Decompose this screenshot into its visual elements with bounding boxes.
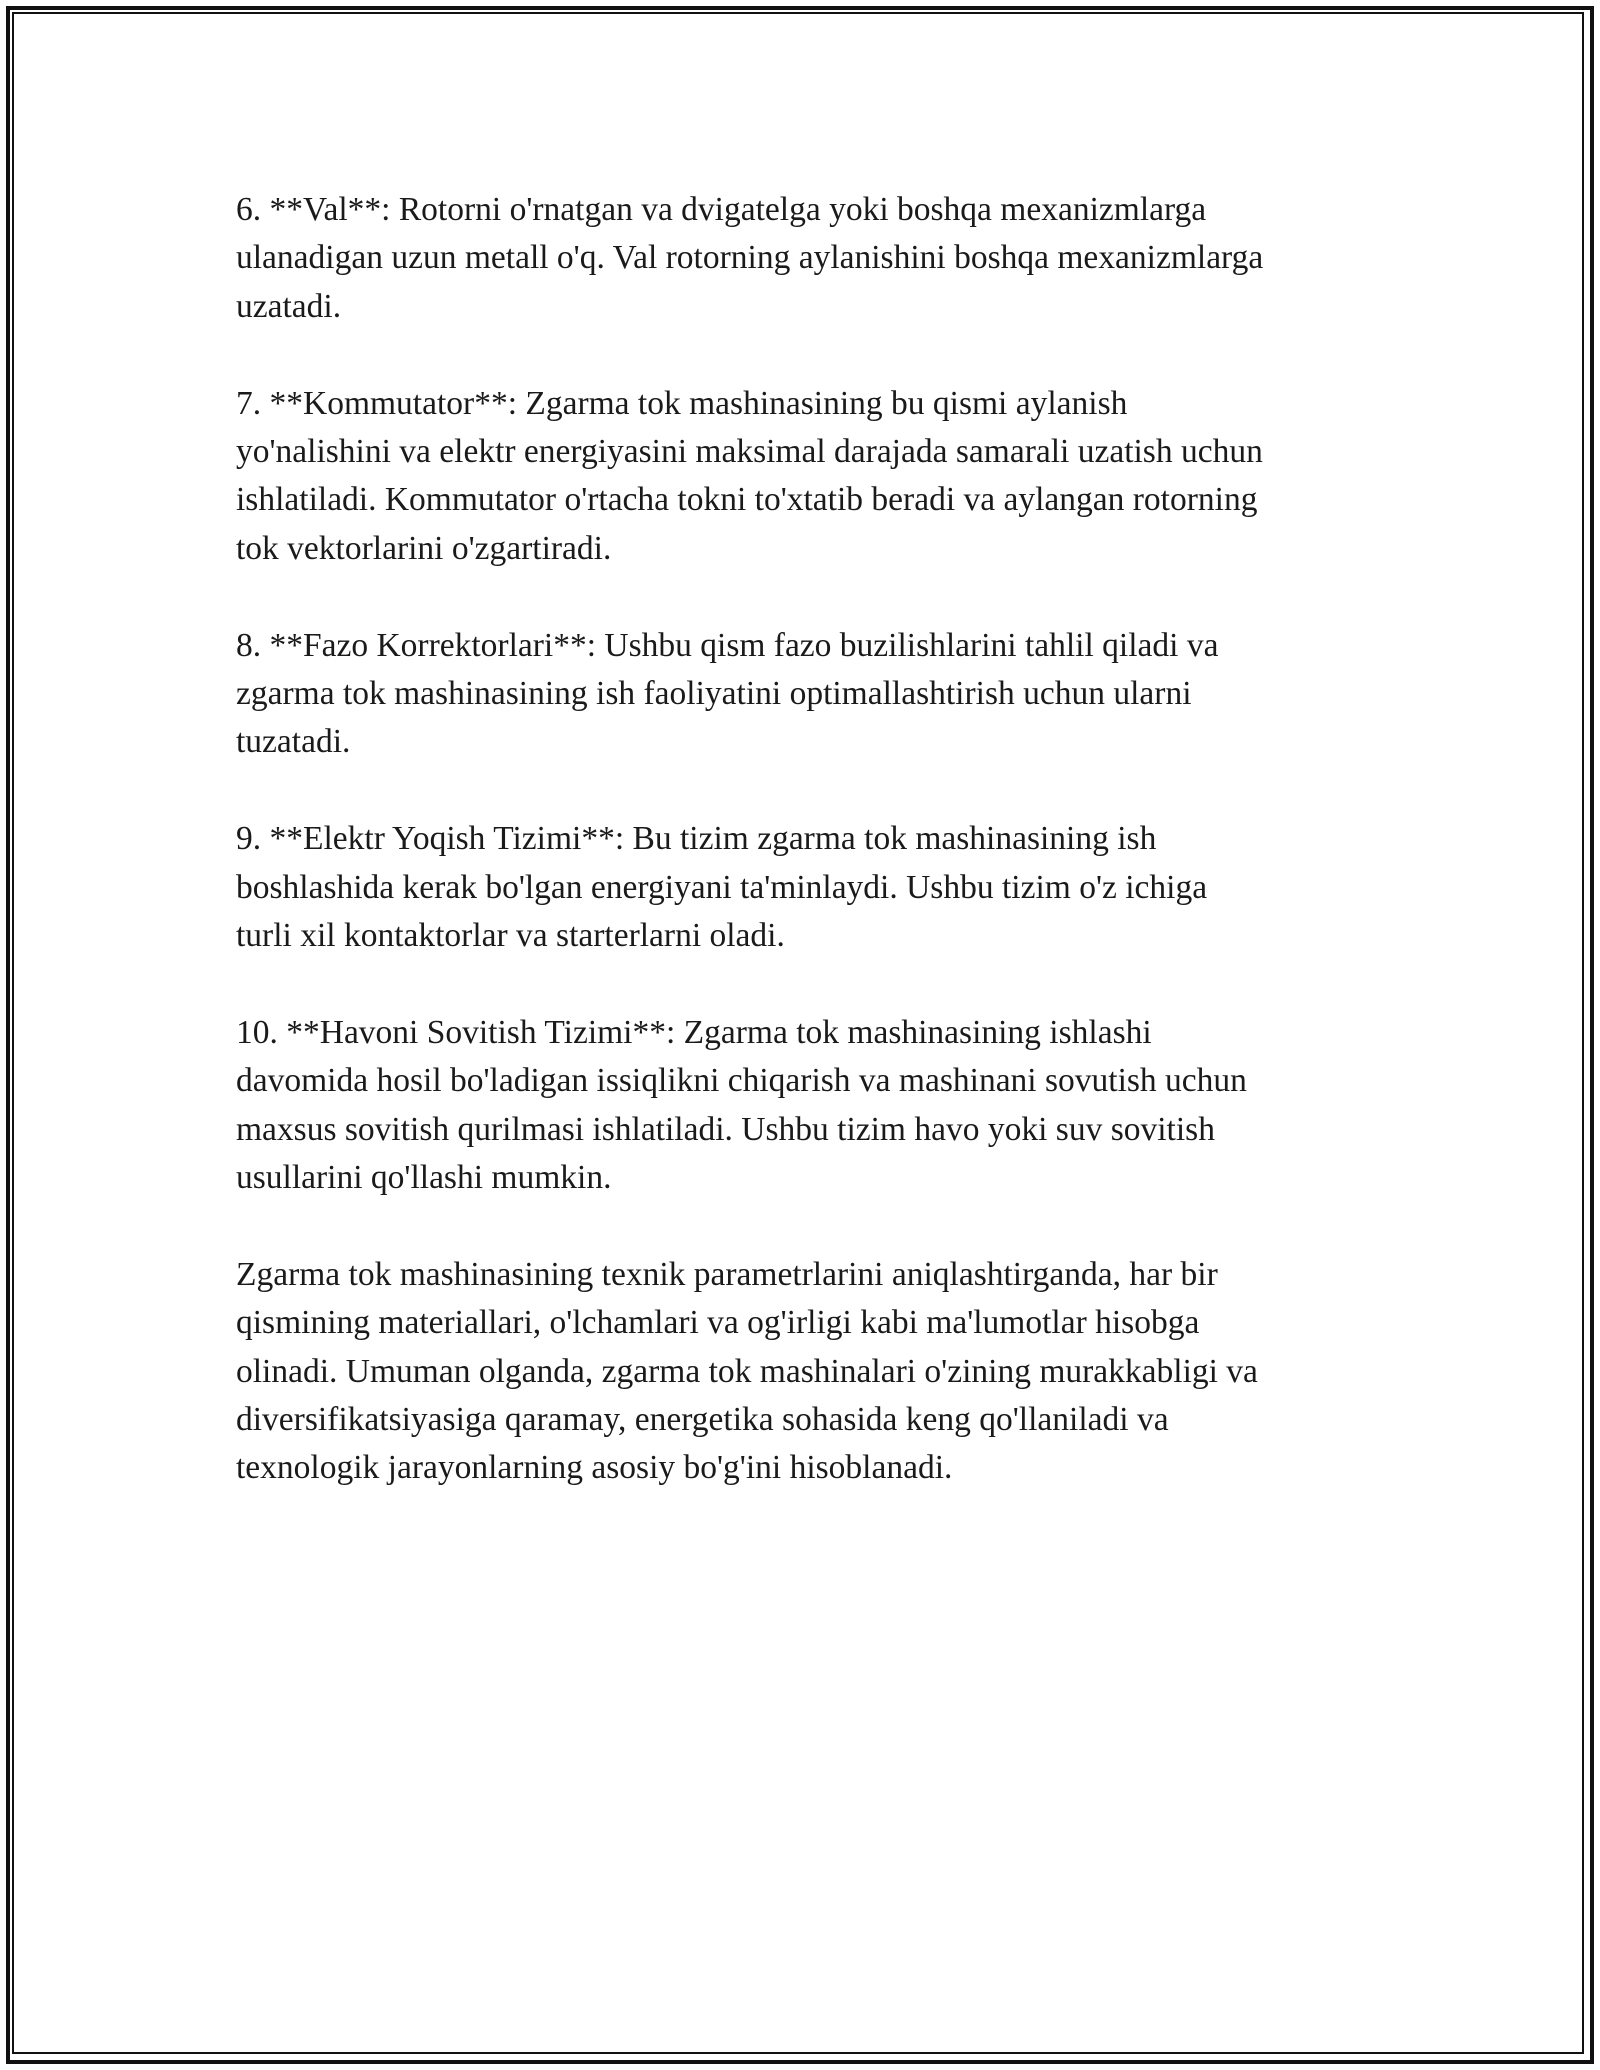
paragraph-item-10 <box>236 1009 1376 1203</box>
text-line: uzatadi. <box>236 287 342 325</box>
paragraph-item-7 <box>236 380 1376 574</box>
paragraph-item-8 <box>236 622 1376 767</box>
text-line: zgarma tok mashinasining ish faoliyatini optimallashtirish uchun ularni <box>236 675 1192 713</box>
paragraph-summary <box>236 1251 1376 1493</box>
text-line: tuzatadi. <box>236 723 351 761</box>
text-line: yo'nalishini va elektr energiyasini maksimal darajada samarali uzatish uchun <box>236 433 1263 471</box>
text-line: 6. **Val**: Rotorni o'rnatgan va dvigatelga yoki boshqa mexanizmlarga <box>236 191 1207 228</box>
text-line: 8. **Fazo Korrektorlari**: Ushbu qism fazo buzilishlarini tahlil qiladi va <box>236 626 1219 664</box>
text-line: 10. **Havoni Sovitish Tizimi**: Zgarma tok mashinasining ishlashi <box>236 1013 1152 1051</box>
text-line: texnologik jarayonlarning asosiy bo'g'ini hisoblanadi. <box>236 1449 953 1487</box>
text-line: ishlatiladi. Kommutator o'rtacha tokni to'xtatib beradi va aylangan rotorning <box>236 481 1258 519</box>
text-line: usullarini qo'llashi mumkin. <box>236 1159 612 1197</box>
paragraph-item-9 <box>236 815 1376 960</box>
document-body <box>236 186 1376 1541</box>
text-line: ulanadigan uzun metall o'q. Val rotorning aylanishini boshqa mexanizmlarga <box>236 239 1264 277</box>
text-line: olinadi. Umuman olganda, zgarma tok mashinalari o'zining murakkabligi va <box>236 1352 1258 1390</box>
text-line: tok vektorlarini o'zgartiradi. <box>236 529 612 567</box>
text-line: 7. **Kommutator**: Zgarma tok mashinasining bu qismi aylanish <box>236 384 1128 422</box>
text-line: Zgarma tok mashinasining texnik parametrlarini aniqlashtirganda, har bir <box>236 1255 1218 1293</box>
text-line: maxsus sovitish qurilmasi ishlatiladi. Ushbu tizim havo yoki suv sovitish <box>236 1110 1215 1148</box>
text-line: diversifikatsiyasiga qaramay, energetika sohasida keng qo'llaniladi va <box>236 1401 1169 1439</box>
text-line: 9. **Elektr Yoqish Tizimi**: Bu tizim zgarma tok mashinasining ish <box>236 820 1157 858</box>
text-line: qismining materiallari, o'lchamlari va og'irligi kabi ma'lumotlar hisobga <box>236 1304 1200 1342</box>
text-line: boshlashida kerak bo'lgan energiyani ta'minlaydi. Ushbu tizim o'z ichiga <box>236 868 1208 906</box>
text-line: davomida hosil bo'ladigan issiqlikni chiqarish va mashinani sovutish uchun <box>236 1062 1247 1100</box>
text-line: turli xil kontaktorlar va starterlarni oladi. <box>236 917 785 955</box>
paragraph-item-6 <box>236 186 1376 331</box>
